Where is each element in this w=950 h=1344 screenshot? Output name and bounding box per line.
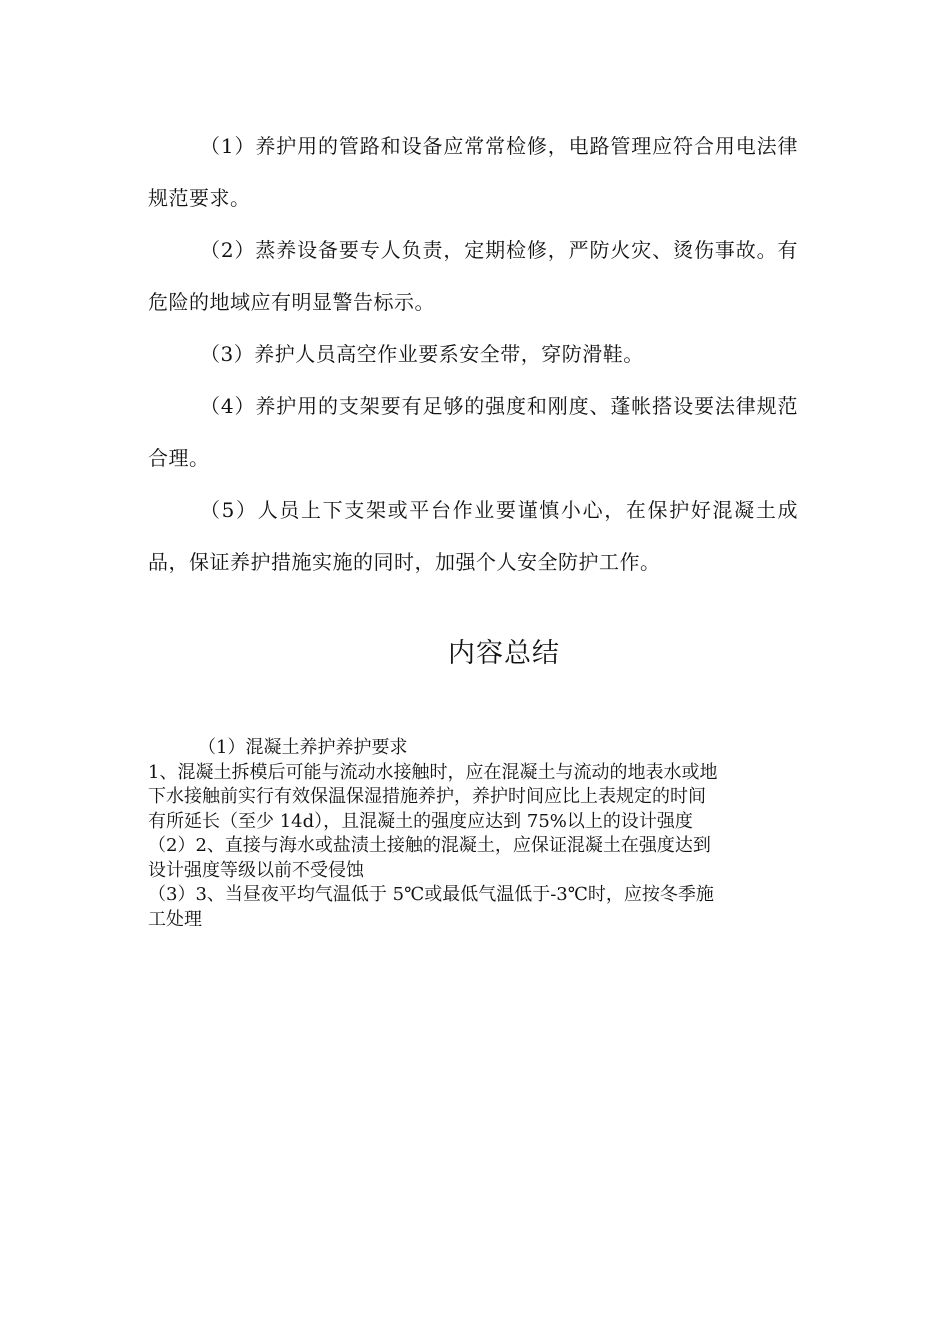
summary-line: 下水接触前实行有效保温保湿措施养护，养护时间应比上表规定的时间 (148, 786, 706, 807)
summary-line: 设计强度等级以前不受侵蚀 (148, 859, 364, 881)
paragraph-3: （3）养护人员高空作业要系安全带，穿防滑鞋。 (200, 342, 644, 366)
summary-line: 1、混凝土拆模后可能与流动水接触时，应在混凝土与流动的地表水或地 (148, 761, 718, 783)
summary-title: 内容总结 (448, 638, 560, 669)
summary-line: 工处理 (148, 908, 202, 930)
summary-line: （2）2、直接与海水或盐渍土接触的混凝土，应保证混凝土在强度达到 (148, 835, 711, 856)
paragraph-4: （4）养护用的支架要有足够的强度和刚度、蓬帐搭设要法律规范合理。 (148, 394, 798, 470)
paragraph-2: （2）蒸养设备要专人负责，定期检修，严防火灾、烫伤事故。有危险的地域应有明显警告标示。 (148, 238, 798, 314)
body-text (148, 120, 798, 588)
paragraph-5: （5）人员上下支架或平台作业要谨慎小心，在保护好混凝土成品，保证养护措施实施的同时，加强个人安全防护工作。 (148, 498, 798, 574)
summary-line: （3）3、当昼夜平均气温低于 5℃或最低气温低于-3℃时，应按冬季施 (148, 884, 714, 905)
paragraph-1: （1）养护用的管路和设备应常常检修，电路管理应符合用电法律规范要求。 (148, 134, 798, 210)
summary-section (148, 736, 808, 932)
summary-line: 有所延长（至少 14d），且混凝土的强度应达到 75%以上的设计强度 (148, 810, 693, 832)
summary-line: （1）混凝土养护养护要求 (198, 737, 408, 758)
